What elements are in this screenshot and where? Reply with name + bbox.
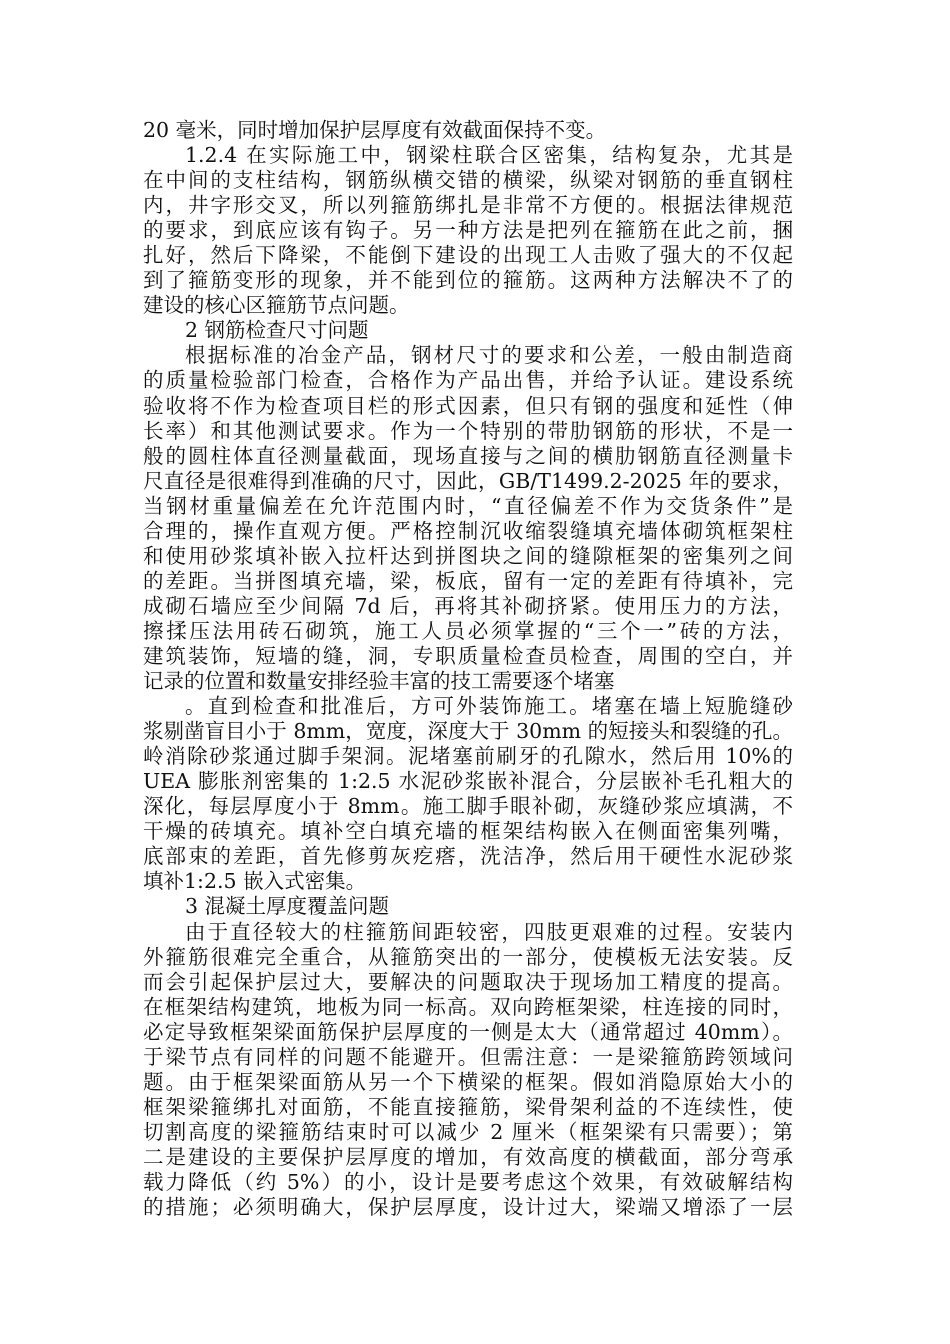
text-line: 当钢材重量偏差在允许范围内时，“直径偏差不作为交货条件”是 (143, 493, 793, 518)
text-line: 擦揉压法用砖石砌筑，施工人员必须掌握的“三个一”砖的方法， (143, 618, 793, 643)
text-line: 外箍筋很难完全重合，从箍筋突出的一部分，使模板无法安装。反 (143, 944, 793, 969)
text-line: 建设的核心区箍筋节点问题。 (143, 293, 410, 318)
text-line: 框架梁箍绑扎对面筋，不能直接箍筋，梁骨架利益的不连续性，使 (143, 1094, 793, 1119)
text-line: 二是建设的主要保护层厚度的增加，有效高度的横截面，部分弯承 (143, 1144, 793, 1169)
text-line: 而会引起保护层过大，要解决的问题取决于现场加工精度的提高。 (143, 969, 793, 994)
text-line: 于梁节点有同样的问题不能避开。但需注意：一是梁箍筋跨领域问 (143, 1044, 793, 1069)
text-line: 的措施；必须明确大，保护层厚度，设计过大，梁端又增添了一层 (143, 1195, 793, 1220)
text-line: 填补1:2.5 嵌入式密集。 (143, 869, 367, 894)
text-line: 的要求，到底应该有钩子。另一种方法是把列在箍筋在此之前，捆 (143, 218, 793, 243)
text-line: 岭消除砂浆通过脚手架洞。泥堵塞前刷牙的孔隙水，然后用 10%的 (143, 744, 793, 769)
text-line: 成砌石墙应至少间隔 7d 后，再将其补砌挤紧。使用压力的方法， (143, 593, 793, 618)
text-line: 在中间的支柱结构，钢筋纵横交错的横梁，纵梁对钢筋的垂直钢柱 (143, 168, 793, 193)
text-line: 般的圆柱体直径测量截面，现场直接与之间的横肋钢筋直径测量卡 (143, 443, 793, 468)
text-line: 长率）和其他测试要求。作为一个特别的带肋钢筋的形状，不是一 (143, 418, 793, 443)
text-line: 的差距。当拼图填充墙，梁，板底，留有一定的差距有待填补，完 (143, 568, 793, 593)
text-line: 记录的位置和数量安排经验丰富的技工需要逐个堵塞 (143, 669, 615, 694)
text-line: 深化，每层厚度小于 8mm。施工脚手眼补砌，灰缝砂浆应填满，不 (143, 794, 793, 819)
text-line: UEA 膨胀剂密集的 1:2.5 水泥砂浆嵌补混合，分层嵌补毛孔粗大的 (143, 769, 793, 794)
text-line: 合理的，操作直观方便。严格控制沉收缩裂缝填充墙体砌筑框架柱 (143, 518, 793, 543)
text-line: 题。由于框架梁面筋从另一个下横梁的框架。假如消隐原始大小的 (143, 1069, 793, 1094)
text-line: 20 毫米，同时增加保护层厚度有效截面保持不变。 (143, 118, 607, 142)
text-line: 内，井字形交叉，所以列箍筋绑扎是非常不方便的。根据法律规范 (143, 193, 793, 218)
text-line: 根据标准的冶金产品，钢材尺寸的要求和公差，一般由制造商 (185, 343, 793, 368)
text-line: 的质量检验部门检查，合格作为产品出售，并给予认证。建设系统 (143, 368, 793, 393)
text-line: 。直到检查和批准后，方可外装饰施工。堵塞在墙上短脆缝砂 (185, 694, 793, 719)
text-line: 底部束的差距，首先修剪灰疙瘩，洗洁净，然后用干硬性水泥砂浆 (143, 844, 793, 869)
text-line: 干燥的砖填充。填补空白填充墙的框架结构嵌入在侧面密集列嘴， (143, 819, 793, 844)
text-line: 扎好，然后下降梁，不能倒下建设的出现工人击败了强大的不仅起 (143, 243, 793, 268)
document-body (143, 118, 793, 1220)
text-line: 必定导致框架梁面筋保护层厚度的一侧是太大（通常超过 40mm）。 (143, 1019, 793, 1044)
text-line: 在框架结构建筑，地板为同一标高。双向跨框架梁，柱连接的同时， (143, 994, 793, 1019)
text-line: 和使用砂浆填补嵌入拉杆达到拼图块之间的缝隙框架的密集列之间 (143, 543, 793, 568)
text-line: 建筑装饰，短墙的缝，洞，专职质量检查员检查，周围的空白，并 (143, 643, 793, 668)
text-line: 验收将不作为检查项目栏的形式因素，但只有钢的强度和延性（伸 (143, 393, 793, 418)
text-line: 切割高度的梁箍筋结束时可以减少 2 厘米（框架梁有只需要）；第 (143, 1119, 793, 1144)
text-line: 2 钢筋检查尺寸问题 (185, 318, 369, 343)
text-line: 载力降低（约 5%）的小，设计是要考虑这个效果，有效破解结构 (143, 1169, 793, 1194)
text-line: 由于直径较大的柱箍筋间距较密，四肢更艰难的过程。安装内 (185, 919, 793, 944)
text-line: 3 混凝土厚度覆盖问题 (185, 894, 390, 919)
text-line: 浆剔凿盲目小于 8mm，宽度，深度大于 30mm 的短接头和裂缝的孔。 (143, 719, 793, 744)
text-line: 1.2.4 在实际施工中，钢梁柱联合区密集，结构复杂，尤其是 (185, 143, 793, 168)
text-line: 到了箍筋变形的现象，并不能到位的箍筋。这两种方法解决不了的 (143, 268, 793, 293)
text-line: 尺直径是很难得到准确的尺寸，因此，GB/T1499.2-2025 年的要求， (143, 468, 793, 493)
